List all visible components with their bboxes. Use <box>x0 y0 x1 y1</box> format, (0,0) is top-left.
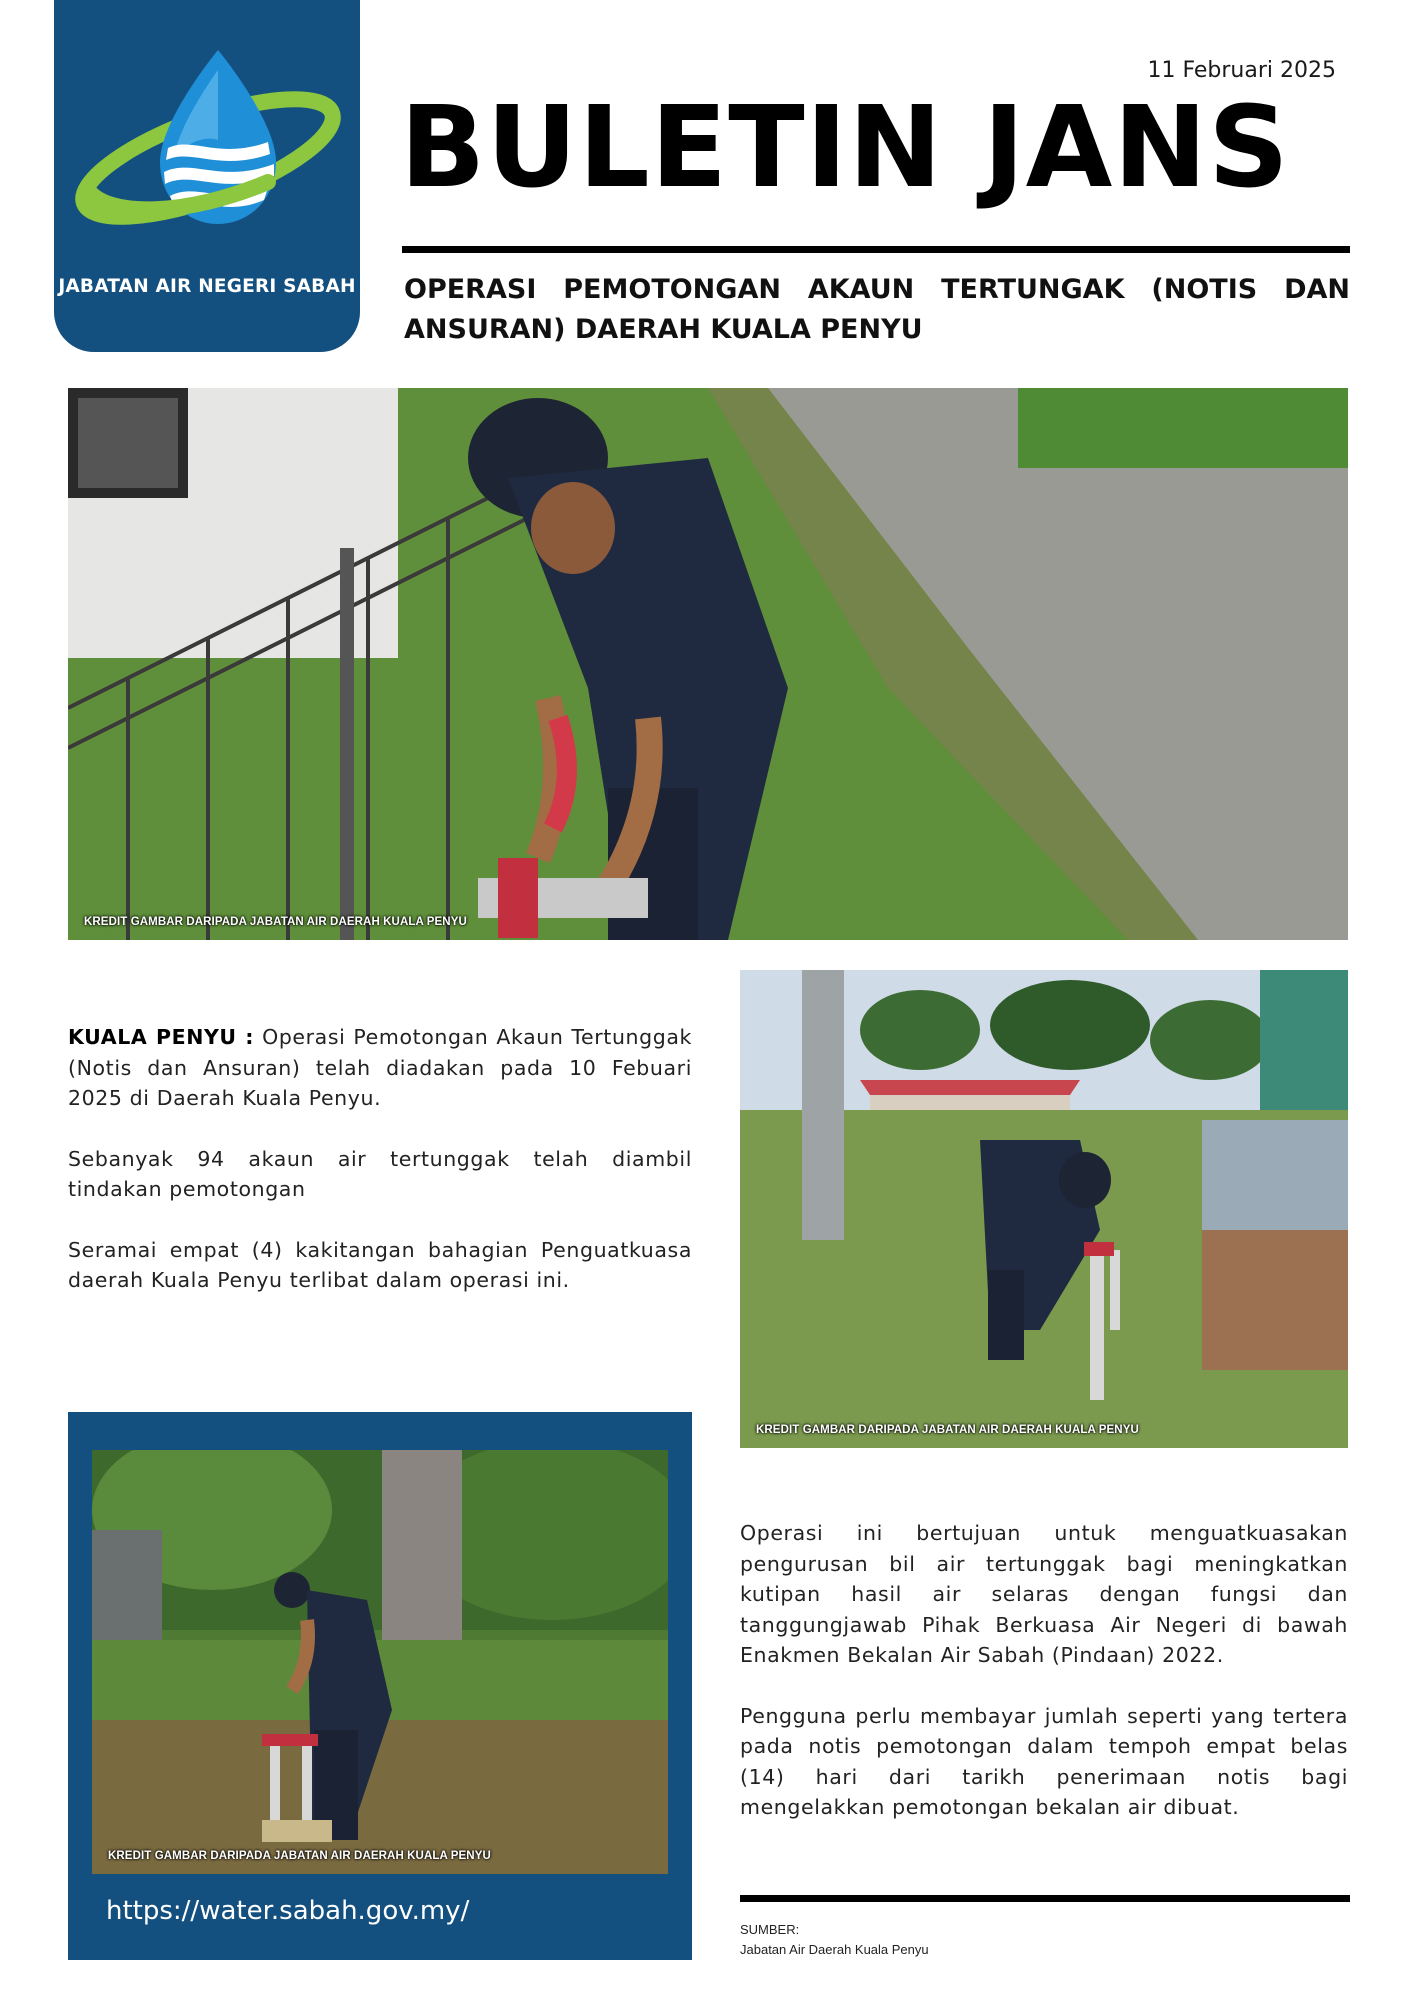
photo-credit: KREDIT GAMBAR DARIPADA JABATAN AIR DAERAH KUALA PENYU <box>756 1424 1139 1436</box>
org-name: JABATAN AIR NEGERI SABAH <box>58 276 356 297</box>
article-body <box>740 1518 1348 1853</box>
logo-block <box>54 0 360 352</box>
website-link[interactable]: https://water.sabah.gov.my/ <box>106 1896 470 1926</box>
issue-date: 11 Februari 2025 <box>1147 58 1336 83</box>
photo-credit: KREDIT GAMBAR DARIPADA JABATAN AIR DAERAH KUALA PENYU <box>84 916 467 928</box>
officer-at-water-meter-image <box>68 388 1348 940</box>
officer-at-meter-under-tree-image <box>92 1450 668 1874</box>
footer-divider <box>740 1895 1350 1902</box>
paragraph-4: Operasi ini bertujuan untuk menguatkuasakan pengurusan bil air tertunggak bagi meningkatkan kutipan hasil air selaras dengan fungsi dan tanggungjawab Pihak Berkuasa Air Negeri di bawah Enakmen Bekalan Air Sabah (Pindaan) 2022. <box>740 1521 1348 1667</box>
panel-photo <box>92 1450 668 1874</box>
paragraph-1 <box>68 1022 692 1114</box>
source-text: Jabatan Air Daerah Kuala Penyu <box>740 1942 929 1957</box>
paragraph-5: Pengguna perlu membayar jumlah seperti yang tertera pada notis pemotongan dalam tempoh empat belas (14) hari dari tarikh penerimaan notis bagi mengelakkan pemotongan bekalan air dibuat. <box>740 1703 1348 1819</box>
source-label: SUMBER: <box>740 1922 800 1937</box>
photo-credit: KREDIT GAMBAR DARIPADA JABATAN AIR DAERAH KUALA PENYU <box>108 1850 491 1862</box>
main-photo <box>68 388 1348 940</box>
officer-at-meter-near-house-image <box>740 970 1348 1448</box>
paragraph-3: Seramai empat (4) kakitangan bahagian Penguatkuasa daerah Kuala Penyu terlibat dalam operasi ini. <box>68 1237 692 1292</box>
bulletin-title: BULETIN JANS <box>400 83 1290 213</box>
side-photo <box>740 970 1348 1448</box>
paragraph-1-text: Operasi Pemotongan Akaun Tertunggak (Notis dan Ansuran) telah diadakan pada 10 Febuari 2025 di Daerah Kuala Penyu. <box>68 1025 692 1110</box>
article-intro <box>68 1022 692 1326</box>
article-headline: OPERASI PEMOTONGAN AKAUN TERTUNGAK (NOTIS DAN ANSURAN) DAERAH KUALA PENYU <box>404 274 1350 345</box>
title-divider <box>402 246 1350 253</box>
lead-location: KUALA PENYU : <box>68 1025 255 1049</box>
paragraph-2: Sebanyak 94 akaun air tertunggak telah diambil tindakan pemotongan <box>68 1146 692 1201</box>
water-drop-logo-icon <box>68 40 348 240</box>
